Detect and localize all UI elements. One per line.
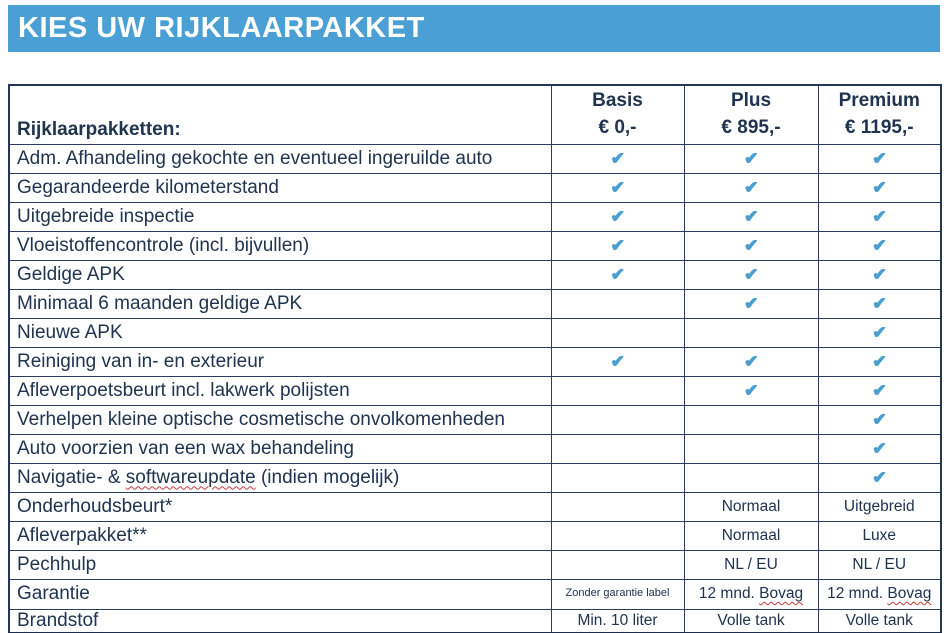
feature-label: Garantie (9, 579, 551, 609)
premium-check-icon: ✔ (818, 231, 941, 260)
premium-value: Volle tank (818, 609, 941, 633)
feature-label: Verhelpen kleine optische cosmetische onvolkomenheden (9, 405, 551, 434)
table-row (9, 609, 941, 633)
table-row (9, 550, 941, 579)
basis-empty-cell (551, 289, 684, 318)
plus-check-icon: ✔ (684, 173, 818, 202)
basis-empty-cell (551, 405, 684, 434)
package-name: Basis (592, 89, 643, 111)
table-row (9, 318, 941, 347)
basis-empty-cell (551, 463, 684, 492)
plus-value: Normaal (684, 492, 818, 521)
table-row (9, 202, 941, 231)
premium-check-icon: ✔ (818, 260, 941, 289)
plus-value: Volle tank (684, 609, 818, 633)
premium-check-icon: ✔ (818, 289, 941, 318)
basis-value: Zonder garantie label (551, 579, 684, 609)
feature-label: Vloeistoffencontrole (incl. bijvullen) (9, 231, 551, 260)
table-row (9, 231, 941, 260)
feature-label: Onderhoudsbeurt* (9, 492, 551, 521)
corner-header: Rijklaarpakketten: (9, 85, 551, 144)
premium-check-icon: ✔ (818, 318, 941, 347)
feature-label: Gegarandeerde kilometerstand (9, 173, 551, 202)
table-row (9, 173, 941, 202)
premium-value: Luxe (818, 521, 941, 550)
basis-check-icon: ✔ (551, 260, 684, 289)
plus-value: NL / EU (684, 550, 818, 579)
plus-value: Normaal (684, 521, 818, 550)
package-name: Plus (730, 89, 772, 111)
basis-check-icon: ✔ (551, 347, 684, 376)
basis-check-icon: ✔ (551, 231, 684, 260)
feature-label (9, 463, 551, 492)
table-row (9, 260, 941, 289)
table-row (9, 405, 941, 434)
premium-value: Uitgebreid (818, 492, 941, 521)
premium-check-icon: ✔ (818, 347, 941, 376)
plus-empty-cell (684, 405, 818, 434)
value-part: 12 mnd. (698, 585, 760, 602)
plus-check-icon: ✔ (684, 144, 818, 173)
spellcheck-underlined-word: Bovag (887, 585, 932, 602)
feature-label: Brandstof (9, 609, 551, 633)
spellcheck-underlined-word: softwareupdate (125, 466, 256, 488)
feature-label: Minimaal 6 maanden geldige APK (9, 289, 551, 318)
package-price: € 0,- (598, 116, 637, 138)
premium-check-icon: ✔ (818, 463, 941, 492)
table-row (9, 579, 941, 609)
table-row (9, 434, 941, 463)
premium-check-icon: ✔ (818, 434, 941, 463)
feature-label-part: (indien mogelijk) (255, 466, 400, 488)
basis-check-icon: ✔ (551, 173, 684, 202)
plus-check-icon: ✔ (684, 347, 818, 376)
table-row (9, 376, 941, 405)
title-bar (8, 5, 940, 52)
feature-label: Reiniging van in- en exterieur (9, 347, 551, 376)
feature-label-part: Navigatie- & (17, 466, 126, 488)
premium-check-icon: ✔ (818, 405, 941, 434)
plus-check-icon: ✔ (684, 202, 818, 231)
page-title: KIES UW RIJKLAARPAKKET (18, 12, 425, 44)
feature-label: Auto voorzien van een wax behandeling (9, 434, 551, 463)
feature-label: Pechhulp (9, 550, 551, 579)
plus-check-icon: ✔ (684, 376, 818, 405)
value-part: 12 mnd. (827, 585, 888, 602)
plus-value (684, 579, 818, 609)
basis-empty-cell (551, 318, 684, 347)
basis-empty-cell (551, 492, 684, 521)
premium-check-icon: ✔ (818, 144, 941, 173)
basis-value: Min. 10 liter (551, 609, 684, 633)
plus-check-icon: ✔ (684, 289, 818, 318)
basis-check-icon: ✔ (551, 144, 684, 173)
package-price: € 1195,- (844, 116, 914, 138)
package-name: Premium (838, 89, 920, 111)
table-row (9, 492, 941, 521)
premium-check-icon: ✔ (818, 376, 941, 405)
feature-label: Nieuwe APK (9, 318, 551, 347)
basis-empty-cell (551, 434, 684, 463)
package-price: € 895,- (721, 116, 781, 138)
column-header-basis (551, 85, 684, 144)
plus-empty-cell (684, 434, 818, 463)
plus-check-icon: ✔ (684, 260, 818, 289)
feature-label: Adm. Afhandeling gekochte en eventueel ingeruilde auto (9, 144, 551, 173)
feature-label: Uitgebreide inspectie (9, 202, 551, 231)
feature-label: Afleverpakket** (9, 521, 551, 550)
premium-check-icon: ✔ (818, 202, 941, 231)
table-row (9, 144, 941, 173)
plus-empty-cell (684, 463, 818, 492)
table-row (9, 289, 941, 318)
column-header-premium (818, 85, 941, 144)
feature-label: Geldige APK (9, 260, 551, 289)
spellcheck-underlined-word: Bovag (759, 585, 804, 602)
premium-check-icon: ✔ (818, 173, 941, 202)
plus-empty-cell (684, 318, 818, 347)
package-comparison-table (8, 84, 942, 633)
plus-check-icon: ✔ (684, 231, 818, 260)
basis-check-icon: ✔ (551, 202, 684, 231)
table-header-row (9, 85, 941, 144)
table-row (9, 347, 941, 376)
premium-value (818, 579, 941, 609)
premium-value: NL / EU (818, 550, 941, 579)
basis-empty-cell (551, 521, 684, 550)
table-row (9, 463, 941, 492)
feature-label: Afleverpoetsbeurt incl. lakwerk polijsten (9, 376, 551, 405)
table-row (9, 521, 941, 550)
column-header-plus (684, 85, 818, 144)
basis-empty-cell (551, 550, 684, 579)
basis-empty-cell (551, 376, 684, 405)
